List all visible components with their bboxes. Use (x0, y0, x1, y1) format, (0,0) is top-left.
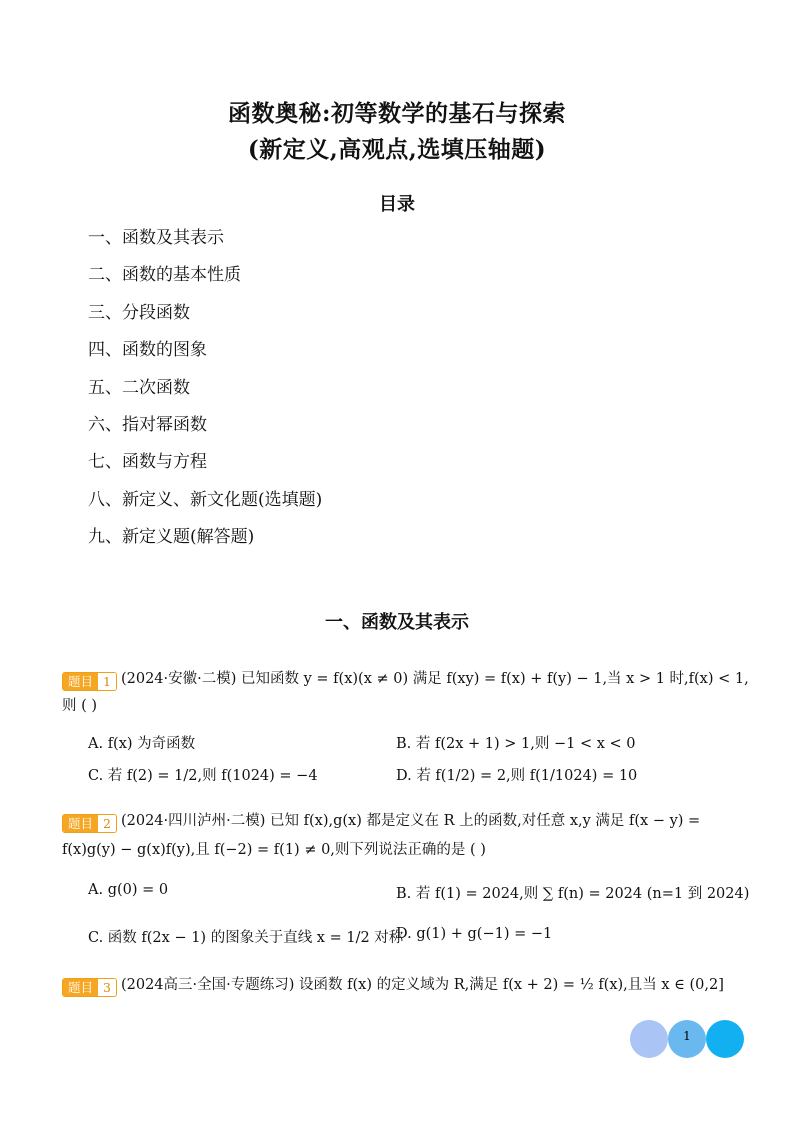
decoration-circle (706, 1020, 744, 1058)
badge-label: 题目 (63, 979, 98, 996)
toc-item[interactable]: 三、分段函数 (88, 302, 190, 323)
table-of-contents (88, 226, 322, 563)
problem-2-line1 (62, 810, 742, 833)
decoration-circle (630, 1020, 668, 1058)
option-c: C. 函数 f(2x − 1) 的图象关于直线 x = 1/2 对称 (88, 930, 404, 946)
badge-label: 题目 (63, 673, 98, 690)
document-subtitle: (新定义,高观点,选填压轴题) (247, 136, 547, 163)
toc-item[interactable]: 八、新定义、新文化题(选填题) (88, 489, 323, 510)
option-b: B. 若 f(1) = 2024,则 ∑ f(n) = 2024 (n=1 到 2024) (396, 886, 750, 902)
toc-item[interactable]: 六、指对幂函数 (88, 414, 207, 435)
problem-3-line1 (62, 974, 742, 997)
toc-item[interactable]: 九、新定义题(解答题) (88, 527, 255, 548)
toc-item[interactable]: 五、二次函数 (88, 377, 190, 398)
document-title: 函数奥秘:初等数学的基石与探索 (228, 100, 566, 127)
toc-item[interactable]: 二、函数的基本性质 (88, 265, 241, 286)
badge-number: 2 (98, 815, 116, 832)
option-d: D. g(1) + g(−1) = −1 (396, 926, 553, 942)
problem-3 (62, 974, 742, 997)
problem-2-stem: (2024·四川泸州·二模) 已知 f(x),g(x) 都是定义在 R 上的函数,对任意 x,y 满足 f(x − y) = (120, 813, 701, 829)
badge-number: 1 (98, 673, 116, 690)
problem-1 (62, 668, 749, 717)
badge-label: 题目 (63, 815, 98, 832)
option-a: A. f(x) 为奇函数 (88, 736, 196, 752)
option-d: D. 若 f(1/2) = 2,则 f(1/1024) = 10 (396, 768, 638, 784)
problem-badge (62, 978, 117, 997)
option-b: B. 若 f(2x + 1) > 1,则 −1 < x < 0 (396, 736, 636, 752)
page-number: 1 (683, 1029, 691, 1043)
toc-item[interactable]: 四、函数的图象 (88, 340, 207, 361)
problem-2-line2: f(x)g(y) − g(x)f(y),且 f(−2) = f(1) ≠ 0,则下列说法正确的是 ( ) (62, 842, 486, 858)
toc-item[interactable]: 七、函数与方程 (88, 452, 207, 473)
problem-2 (62, 810, 742, 861)
option-c: C. 若 f(2) = 1/2,则 f(1024) = −4 (88, 768, 318, 784)
problem-badge (62, 672, 117, 691)
badge-number: 3 (98, 979, 116, 996)
problem-badge (62, 814, 117, 833)
problem-1-line2: 则 ( ) (62, 698, 98, 714)
problem-1-stem: (2024·安徽·二模) 已知函数 y = f(x)(x ≠ 0) 满足 f(xy) = f(x) + f(y) − 1,当 x > 1 时,f(x) < 1, (120, 671, 749, 687)
problem-1-line1 (62, 668, 749, 691)
problem-3-stem: (2024高三·全国·专题练习) 设函数 f(x) 的定义域为 R,满足 f(x + 2) = ½ f(x),且当 x ∈ (0,2] (120, 977, 724, 993)
section-heading: 一、函数及其表示 (325, 612, 469, 633)
toc-heading: 目录 (379, 194, 415, 215)
toc-item[interactable]: 一、函数及其表示 (88, 228, 224, 248)
option-a: A. g(0) = 0 (88, 882, 169, 898)
